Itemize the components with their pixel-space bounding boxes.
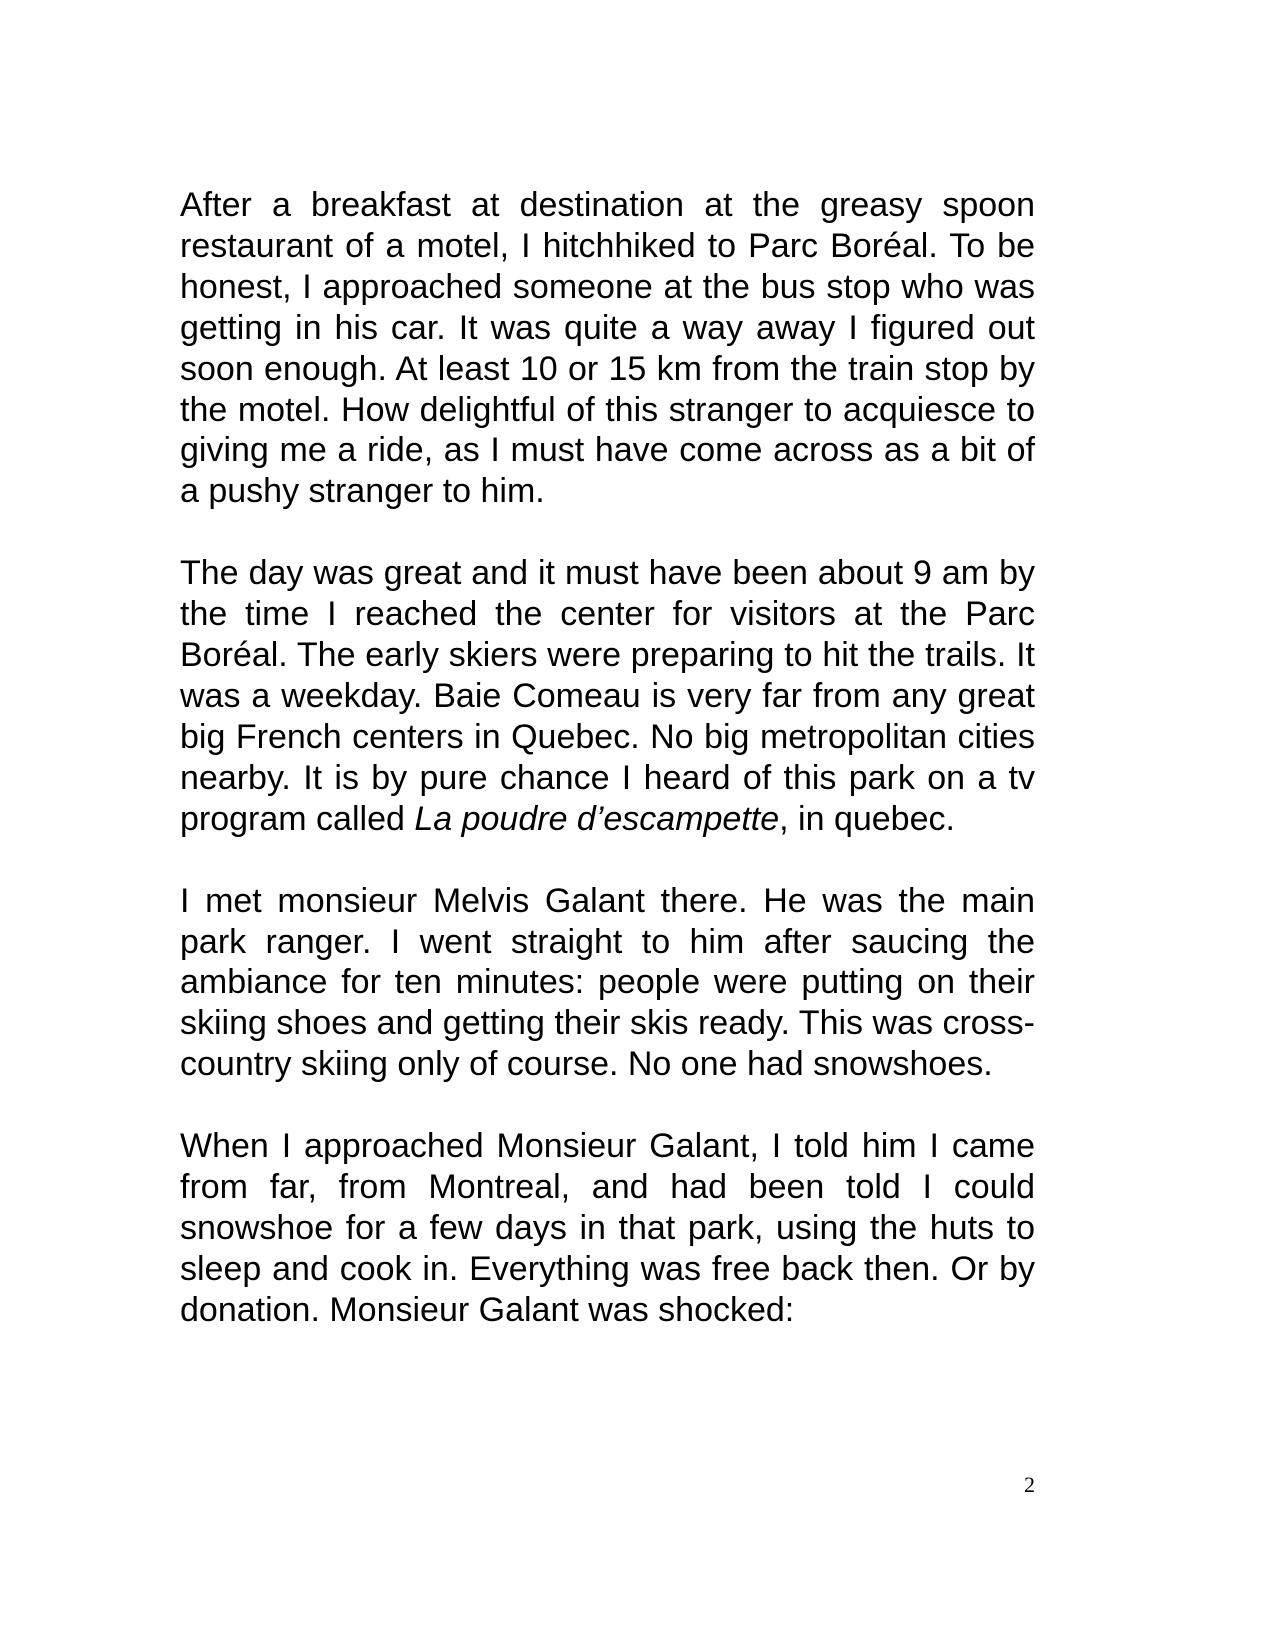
paragraph-melvis-galant: I met monsieur Melvis Galant there. He was the main park ranger. I went straight to him after saucing the ambiance for ten minutes: people were putting on their skiing shoes and getting their skis ready. This was cross-country skiing only of course. No one had snowshoes. xyxy=(180,881,1035,1084)
paragraph-approach-galant: When I approached Monsieur Galant, I told him I came from far, from Montreal, and had been told I could snowshoe for a few days in that park, using the huts to sleep and cook in. Everything was free back then. Or by donation. Monsieur Galant was shocked: xyxy=(180,1127,1035,1329)
paragraph-text: , in quebec. xyxy=(779,799,955,838)
paragraph-breakfast-hitchhike: After a breakfast at destination at the greasy spoon restaurant of a motel, I hitchhiked to Parc Boréal. To be honest, I approached someone at the bus stop who was getting in his car. It was quite a way away I figured out soon enough. At least 10 or 15 km from the train stop by the motel. How delightful of this stranger to acquiesce to giving me a ride, as I must have come across as a bit of a pushy stranger to him. xyxy=(180,186,1035,511)
paragraph-arrival-parc-boreal xyxy=(180,553,1035,839)
body-text xyxy=(180,185,1035,1331)
paragraph-text: The day was great and it must have been about 9 am by the time I reached the center for visitors at the Parc Boréal. The early skiers were preparing to hit the trails. It was a weekday. Baie Comeau is very far from any great big French centers in Quebec. No big metropolitan cities nearby. It is by pure chance I heard of this park on a tv program called xyxy=(180,554,1035,838)
tv-program-title: La poudre d’escampette xyxy=(414,799,780,838)
page-number: 2 xyxy=(1024,1472,1035,1497)
